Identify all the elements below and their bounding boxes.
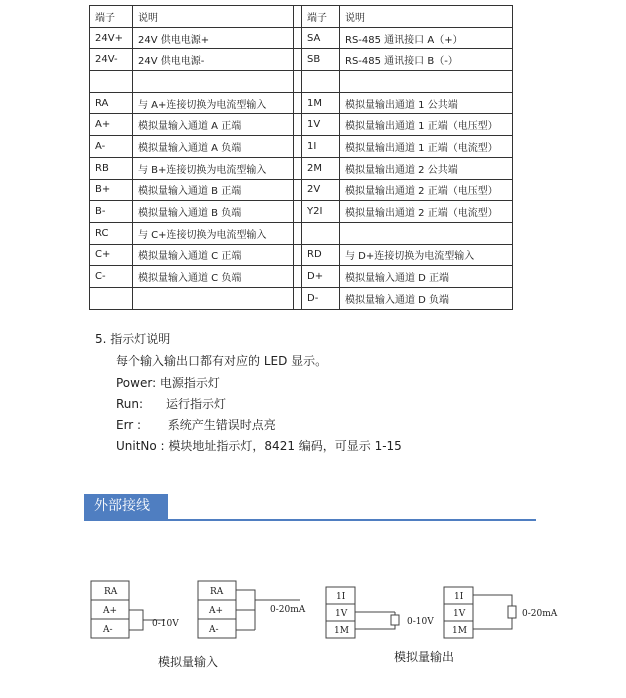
cell-terminal-right: RD (302, 244, 340, 266)
section-title-indicators: 5. 指示灯说明 (95, 332, 171, 346)
terminal-label: RA (210, 587, 224, 597)
column-gap (294, 27, 302, 49)
cell-desc-right: 模拟量输出通道 1 正端（电流型） (340, 136, 513, 158)
indicator-line-1: 每个输入输出口都有对应的 LED 显示。 (116, 354, 328, 368)
column-gap (294, 6, 302, 28)
cell-desc-left: 与 A+连接切换为电流型输入 (133, 92, 294, 114)
column-gap (294, 266, 302, 288)
cell-desc-right (340, 222, 513, 244)
terminal-label: A+ (103, 606, 118, 616)
cell-terminal-left (90, 287, 133, 309)
cell-desc-right: 模拟量输出通道 2 正端（电流型） (340, 201, 513, 223)
column-gap (294, 92, 302, 114)
header-terminal-right: 端子 (302, 6, 340, 28)
cell-terminal-right: 1I (302, 136, 340, 158)
cell-desc-right (340, 71, 513, 93)
cell-terminal-right: 2V (302, 179, 340, 201)
indicator-line-run: Run: 运行指示灯 (116, 397, 226, 411)
cell-desc-left: 模拟量输入通道 B 正端 (133, 179, 294, 201)
cell-terminal-right: D- (302, 287, 340, 309)
table-row (90, 27, 513, 49)
table-row (90, 287, 513, 309)
table-row (90, 114, 513, 136)
cell-desc-left: 与 B+连接切换为电流型输入 (133, 157, 294, 179)
terminal-table (89, 5, 513, 310)
cell-desc-left (133, 287, 294, 309)
cell-terminal-right: 1M (302, 92, 340, 114)
terminal-label: A- (209, 625, 219, 635)
terminal-label: 1I (454, 592, 464, 602)
cell-desc-left: 24V 供电电源- (133, 49, 294, 71)
cell-terminal-left: 24V- (90, 49, 133, 71)
cell-terminal-left: C- (90, 266, 133, 288)
terminal-label: 1I (336, 592, 346, 602)
cell-terminal-left (90, 71, 133, 93)
terminal-label: 1M (452, 626, 467, 636)
column-gap (294, 201, 302, 223)
header-desc-left: 说明 (133, 6, 294, 28)
table-row (90, 49, 513, 71)
cell-terminal-right: SB (302, 49, 340, 71)
column-gap (294, 222, 302, 244)
cell-terminal-right (302, 71, 340, 93)
terminal-label: A+ (209, 606, 224, 616)
table-row (90, 157, 513, 179)
cell-terminal-left: B- (90, 201, 133, 223)
cell-desc-right: 模拟量输出通道 2 正端（电压型） (340, 179, 513, 201)
cell-desc-left: 模拟量输入通道 A 负端 (133, 136, 294, 158)
cell-terminal-right (302, 222, 340, 244)
cell-desc-right: RS-485 通讯接口 A（+） (340, 27, 513, 49)
terminal-table-body (90, 6, 513, 310)
cell-desc-left: 模拟量输入通道 A 正端 (133, 114, 294, 136)
cell-terminal-left: C+ (90, 244, 133, 266)
signal-label: 0-20mA (270, 605, 306, 615)
cell-terminal-left: RA (90, 92, 133, 114)
cell-terminal-right: Y2I (302, 201, 340, 223)
cell-desc-left (133, 71, 294, 93)
indicator-line-unitno: UnitNo : 模块地址指示灯，8421 编码，可显示 1-15 (116, 439, 402, 453)
terminal-label: A- (103, 625, 113, 635)
cell-desc-right: 模拟量输出通道 1 正端（电压型） (340, 114, 513, 136)
column-gap (294, 49, 302, 71)
diagram-output-voltage (326, 587, 434, 638)
column-gap (294, 287, 302, 309)
column-gap (294, 157, 302, 179)
cell-desc-left: 24V 供电电源+ (133, 27, 294, 49)
column-gap (294, 244, 302, 266)
table-row (90, 92, 513, 114)
column-gap (294, 114, 302, 136)
cell-terminal-right: 1V (302, 114, 340, 136)
banner-underline (84, 519, 536, 521)
diagram-input-current (198, 581, 306, 638)
cell-desc-right: 模拟量输入通道 D 正端 (340, 266, 513, 288)
table-row (90, 201, 513, 223)
cell-terminal-left: RC (90, 222, 133, 244)
cell-desc-right: 与 D+连接切换为电流型输入 (340, 244, 513, 266)
cell-desc-right: 模拟量输出通道 2 公共端 (340, 157, 513, 179)
terminal-label: RA (104, 587, 118, 597)
table-row (90, 222, 513, 244)
terminal-label: 1M (334, 626, 349, 636)
cell-terminal-left: B+ (90, 179, 133, 201)
cell-terminal-left: A+ (90, 114, 133, 136)
caption-analog-output: 模拟量输出 (394, 650, 455, 664)
caption-analog-input: 模拟量输入 (158, 655, 219, 669)
terminal-label: 1V (335, 609, 348, 619)
column-gap (294, 179, 302, 201)
header-desc-right: 说明 (340, 6, 513, 28)
cell-desc-left: 模拟量输入通道 C 负端 (133, 266, 294, 288)
table-header-row (90, 6, 513, 28)
diagram-output-current (444, 587, 558, 638)
header-terminal-left: 端子 (90, 6, 133, 28)
table-row (90, 136, 513, 158)
cell-terminal-right: 2M (302, 157, 340, 179)
cell-desc-right: RS-485 通讯接口 B（-） (340, 49, 513, 71)
terminal-label: 1V (453, 609, 466, 619)
table-row (90, 71, 513, 93)
cell-desc-right: 模拟量输入通道 D 负端 (340, 287, 513, 309)
cell-desc-right: 模拟量输出通道 1 公共端 (340, 92, 513, 114)
signal-label: 0-10V (407, 617, 434, 627)
indicator-line-err: Err : 系统产生错误时点亮 (116, 418, 276, 432)
indicator-line-power: Power: 电源指示灯 (116, 376, 220, 390)
cell-terminal-left: A- (90, 136, 133, 158)
diagram-input-voltage (91, 581, 179, 638)
signal-label: 0-20mA (522, 609, 558, 619)
column-gap (294, 136, 302, 158)
section-banner-external-wiring: 外部接线 (84, 494, 168, 519)
table-row (90, 179, 513, 201)
cell-terminal-left: RB (90, 157, 133, 179)
cell-terminal-right: SA (302, 27, 340, 49)
cell-desc-left: 与 C+连接切换为电流型输入 (133, 222, 294, 244)
cell-desc-left: 模拟量输入通道 B 负端 (133, 201, 294, 223)
table-row (90, 244, 513, 266)
cell-terminal-right: D+ (302, 266, 340, 288)
cell-desc-left: 模拟量输入通道 C 正端 (133, 244, 294, 266)
table-row (90, 266, 513, 288)
column-gap (294, 71, 302, 93)
cell-terminal-left: 24V+ (90, 27, 133, 49)
wiring-diagrams (0, 560, 626, 698)
signal-label: 0-10V (152, 619, 179, 629)
